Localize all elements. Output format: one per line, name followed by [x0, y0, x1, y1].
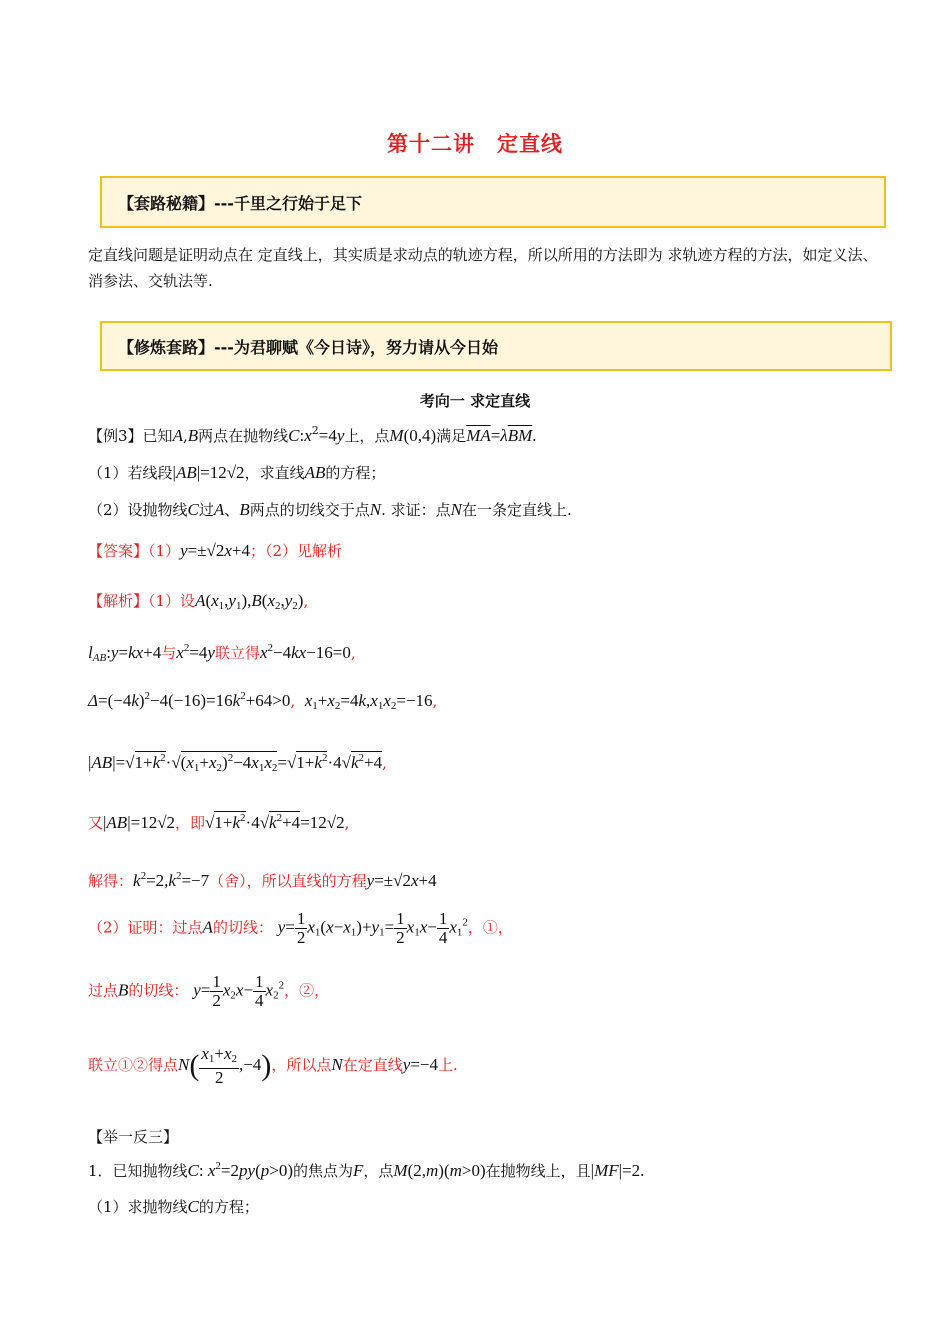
text: 已知 — [142, 427, 173, 445]
text: 两点在抛物线 — [198, 427, 289, 445]
text: 1．已知抛物线 — [88, 1162, 188, 1180]
text: 与 — [161, 644, 177, 662]
text: 又 — [88, 814, 104, 832]
example-q2: （2）设抛物线C过A、B两点的切线交于点N. 求证：点N在一条定直线上. — [88, 500, 572, 519]
solution-proof-b: 过点B的切线： y= $\frac{1}{2}$ $x_2x-$ $\frac{1}{4}$ $x_2^2$，②， — [88, 972, 330, 1010]
text: （2）证明：过点 — [88, 918, 203, 937]
answer-line: 【答案】（1）y=±√2x+4；（2）见解析 — [88, 541, 343, 560]
tips-tag: 【套路秘籍】 — [118, 193, 215, 213]
text: ，点 — [363, 1162, 394, 1180]
text: . 求证：点 — [381, 501, 451, 519]
text: 解得： — [88, 872, 134, 890]
text: 上，点 — [344, 427, 390, 445]
solution-conclusion: 联立①②得点N( $\frac{x_1+x_2}{2}$ ,−4)，所以点N在定直线y=−4上. — [88, 1044, 458, 1087]
text: ，求直线 — [244, 464, 305, 482]
solution-line-2: $l_{AB}:y=kx+4$与$x^2=4y$联立得$x^2-4kx-16=0$, — [88, 642, 356, 664]
text: 联立得 — [214, 644, 260, 662]
text: 的方程； — [325, 464, 386, 482]
solution-proof-a: （2）证明：过点A的切线： y= $\frac{1}{2}$ $x_1(x-x_1)+y_1=$ $\frac{1}{2}$ $x_1x-$ $\frac{1}{4}$ $x_1^2$，①， — [88, 909, 513, 947]
solution-line-4: $|AB|=√1+k^2\cdot√(x_1+x_2)^2-4x_1x_2=√1+k^2\cdot 4√k^2+4$, — [88, 752, 387, 774]
text: ，①， — [467, 918, 513, 937]
example-stem: 【例3】已知A,B两点在抛物线$C:x^2=4y$上，点M(0,4)满足$\overline{MA}=\lambda\overline{BM}$. — [88, 424, 537, 445]
section-heading: 考向一 求定直线 — [419, 392, 531, 410]
practice-box — [100, 321, 892, 371]
practice-text: ---为君聊赋《今日诗》，努力请从今日始 — [214, 337, 498, 357]
text: 的方程； — [198, 1198, 259, 1216]
tips-text: ---千里之行始于足下 — [214, 193, 362, 213]
exercise-1: 1．已知抛物线C: $x^2=2py(p>0)$的焦点为F，点M(2,m)(m>0)在抛物线上，且|MF|=2. — [88, 1160, 645, 1180]
text: 过点 — [88, 981, 119, 1000]
text: 的切线： — [128, 981, 189, 1000]
text: 、 — [224, 501, 240, 519]
text: 联立①②得点 — [88, 1056, 179, 1074]
text: 满足 — [436, 427, 467, 445]
text: ；（2）见解析 — [250, 542, 343, 560]
text: （2）设抛物线 — [88, 501, 188, 519]
solution-line-3: $\Delta=(-4k)^2-4(-16)=16k^2+64>0$, $x_1+x_2=4k,x_1x_2=-16$, — [88, 690, 438, 712]
text: （舍），所以直线的方程 — [209, 872, 367, 890]
text: 两点的切线交于点 — [249, 501, 370, 519]
text: 在定直线 — [342, 1056, 403, 1074]
text: 在一条定直线上. — [461, 501, 572, 519]
text: ，所以点 — [271, 1056, 332, 1074]
exercise-1-q1: （1）求抛物线C的方程； — [88, 1197, 259, 1216]
answer-tag: 【答案】 — [88, 542, 149, 560]
solution-tag: 【解析】 — [88, 592, 149, 610]
text: 的焦点为 — [292, 1162, 353, 1180]
text: （1）若线段 — [88, 464, 173, 482]
tips-box — [100, 176, 886, 228]
practice-heading: 【举一反三】 — [88, 1128, 179, 1146]
text: 在抛物线上，且 — [485, 1162, 591, 1180]
solution-line-6: 解得：$k^2=2,k^2=-7$（舍），所以直线的方程y=±√2x+4 — [88, 870, 437, 890]
text: （1） — [148, 542, 181, 560]
text: ，②， — [284, 981, 330, 1000]
text: ，即 — [175, 814, 206, 832]
example-tag: 【例3】 — [88, 427, 143, 445]
page-title: 第十二讲 定直线 — [387, 132, 563, 156]
text: 过 — [198, 501, 214, 519]
text: 的切线： — [212, 918, 273, 937]
intro-paragraph: 定直线问题是证明动点在 定直线上，其实质是求动点的轨迹方程，所以所用的方法即为 求轨迹方程的方法，如定义法、消参法、交轨法等. — [88, 246, 878, 290]
solution-line-1: 【解析】（1）设$A(x_1,y_1),B(x_2,y_2)$, — [88, 591, 309, 612]
practice-tag: 【修炼套路】 — [118, 337, 215, 357]
text: （1）设 — [148, 592, 196, 610]
solution-line-5: 又|AB|=12√2，即$√1+k^2\cdot 4√k^2+4=12√2$, — [88, 812, 350, 832]
example-q1: （1）若线段|AB|=12√2，求直线AB的方程； — [88, 463, 386, 482]
text: （1）求抛物线 — [88, 1198, 188, 1216]
text: 上. — [438, 1056, 458, 1074]
